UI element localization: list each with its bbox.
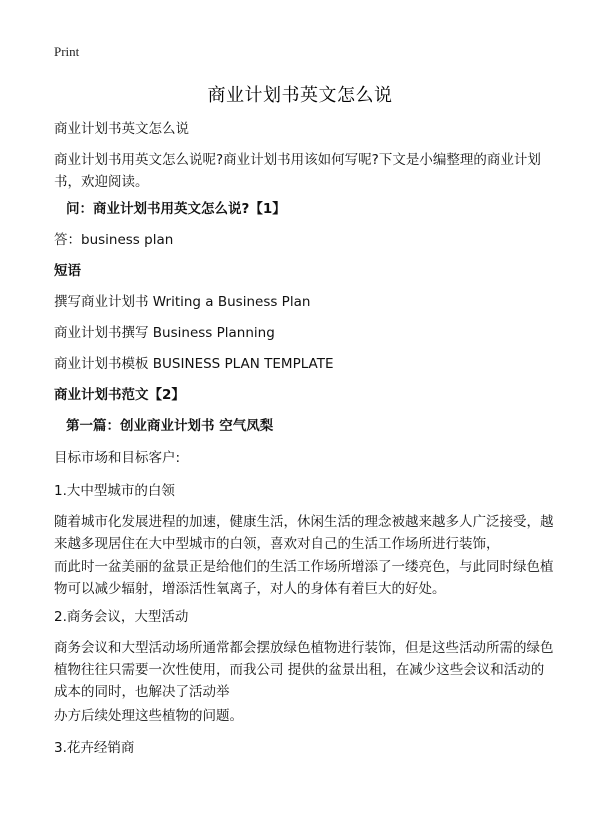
intro-paragraph: 商业计划书用英文怎么说呢?商业计划书用该如何写呢?下文是小编整理的商业计划书，欢迎阅读。 (54, 152, 541, 190)
question-heading: 问：商业计划书用英文怎么说?【1】 (66, 201, 286, 217)
item1-title: 1.大中型城市的白领 (54, 483, 175, 499)
phrases-heading: 短语 (54, 263, 81, 279)
item2-title: 2.商务会议，大型活动 (54, 609, 189, 625)
item2-paragraph-1: 商务会议和大型活动场所通常都会摆放绿色植物进行装饰，但是这些活动所需的绿色植物往往只需要一次性使用，而我公司 提供的盆景出租，在减少这些会议和活动的成本的同时，也解决了活动举 (54, 640, 554, 700)
item1-paragraph-1: 随着城市化发展进程的加速，健康生活，休闲生活的理念被越来越多人广泛接受，越来越多现居住在大中型城市的白领，喜欢对自己的生活工作场所进行装饰， (54, 514, 554, 552)
sample-heading: 商业计划书范文【2】 (54, 387, 185, 403)
answer-text: 答：business plan (54, 232, 174, 248)
item2-paragraph-2: 办方后续处理这些植物的问题。 (54, 708, 243, 724)
article-heading: 第一篇：创业商业计划书 空气凤梨 (66, 418, 274, 434)
phrase-item: 撰写商业计划书 Writing a Business Plan (54, 294, 311, 310)
page-title: 商业计划书英文怎么说 (207, 85, 393, 106)
phrase-item: 商业计划书撰写 Business Planning (54, 325, 275, 341)
subtitle: 商业计划书英文怎么说 (54, 121, 189, 137)
print-link[interactable]: Print (54, 44, 80, 59)
item3-title: 3.花卉经销商 (54, 740, 135, 756)
market-heading: 目标市场和目标客户: (54, 450, 181, 466)
item1-paragraph-2: 而此时一盆美丽的盆景正是给他们的生活工作场所增添了一缕亮色，与此同时绿色植物可以减少辐射，增添活性氧离子，对人的身体有着巨大的好处。 (54, 559, 554, 597)
phrase-item: 商业计划书模板 BUSINESS PLAN TEMPLATE (54, 356, 334, 372)
